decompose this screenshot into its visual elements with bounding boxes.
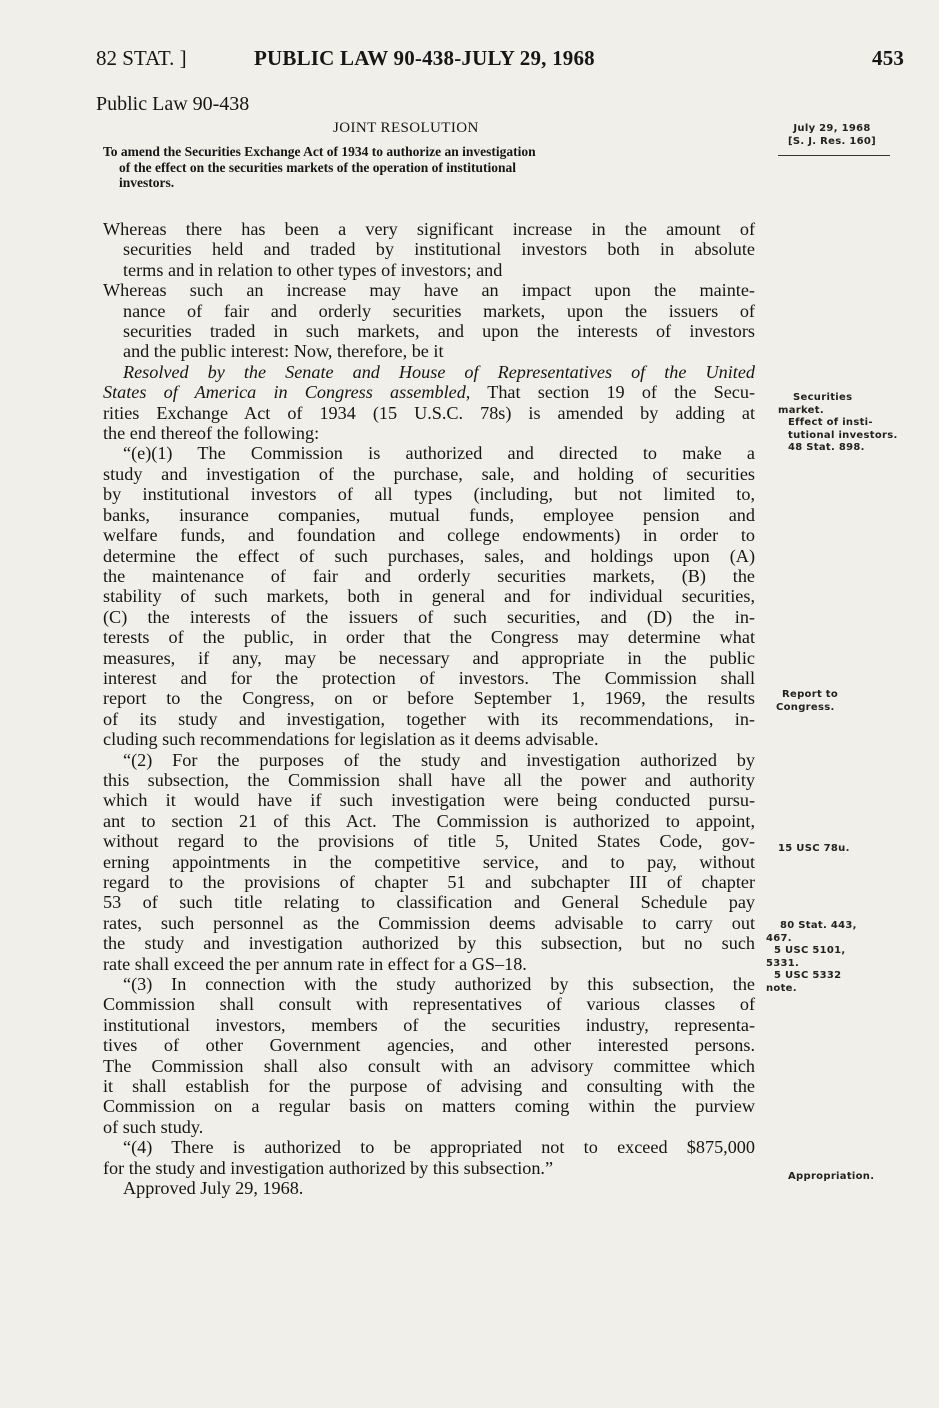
whereas-line: terms and in relation to other types of investors; and <box>123 259 503 280</box>
paragraph-line: rates, such personnel as the Commission deems advisable to carry out <box>103 912 755 933</box>
resolution-body <box>103 219 755 1199</box>
paragraph-line: Commission on a regular basis on matters coming within the purview <box>103 1096 755 1117</box>
margin-note-line: 80 Stat. 443, <box>780 920 857 931</box>
margin-note-line: note. <box>766 982 797 994</box>
paragraph-line: the study and investigation authorized by this subsection, but no such <box>103 933 755 954</box>
paragraph-line: erning appointments in the competitive service, and to pay, without <box>103 851 755 872</box>
paragraph-line: rate shall exceed the per annum rate in effect for a GS–18. <box>103 953 527 974</box>
paragraph-line: The Commission shall also consult with an advisory committee which <box>103 1055 755 1076</box>
paragraph-line: “(3) In connection with the study authorized by this subsection, the <box>123 974 755 995</box>
paragraph-line: stability of such markets, both in general and for individual securities, <box>103 586 755 607</box>
paragraph-line: for the study and investigation authorized by this subsection.” <box>103 1157 554 1178</box>
purpose-line: To amend the Securities Exchange Act of 1934 to authorize an investigation <box>103 144 536 159</box>
margin-note-80stat443 <box>766 920 857 995</box>
paragraph-line: terests of the public, in order that the Congress may determine what <box>103 627 755 648</box>
resolved-line: the end thereof the following: <box>103 423 320 444</box>
paragraph-line: which it would have if such investigation were being conducted pursu- <box>103 790 755 811</box>
whereas-line: Whereas such an increase may have an impact upon the mainte- <box>103 280 755 301</box>
stat-label: 82 STAT. ] <box>96 46 187 70</box>
paragraph-line: “(e)(1) The Commission is authorized and directed to make a <box>123 443 755 464</box>
resolution-purpose <box>103 144 755 191</box>
date-box-rule <box>778 155 890 156</box>
margin-note-line: 5 USC 5101, <box>774 945 846 956</box>
purpose-line: investors. <box>119 175 175 190</box>
running-header <box>96 46 187 70</box>
paragraph-line: “(2) For the purposes of the study and investigation authorized by <box>123 749 755 770</box>
resolved-text: That section 19 of the Secu- <box>470 382 756 403</box>
paragraph-line: interest and for the protection of investors. The Commission shall <box>103 667 755 688</box>
whereas-line: and the public interest: Now, therefore, be it <box>123 341 444 362</box>
paragraph-line: (C) the interests of the issuers of such securities, and (D) the in- <box>103 606 755 627</box>
margin-note-line: 48 Stat. 898. <box>788 442 865 453</box>
paragraph-line: by institutional investors of all types (including, but not limited to, <box>103 484 755 505</box>
margin-note-line: Report to <box>782 689 839 700</box>
margin-note-line: 5 USC 5332 <box>774 970 842 981</box>
paragraph-line: the maintenance of fair and orderly securities markets, (B) the <box>103 565 755 586</box>
margin-note-line: market. <box>778 404 824 416</box>
paragraph-line: ant to section 21 of this Act. The Commission is authorized to appoint, <box>103 810 755 831</box>
paragraph-line: Commission shall consult with representatives of various classes of <box>103 994 755 1015</box>
paragraph-line: it shall establish for the purpose of advising and consulting with the <box>103 1076 755 1097</box>
margin-note-line: Congress. <box>776 701 835 713</box>
paragraph-line: determine the effect of such purchases, sales, and holdings upon (A) <box>103 545 755 566</box>
resolved-line: Resolved by the Senate and House of Representatives of the United <box>123 361 755 382</box>
paragraph-line: study and investigation of the purchase, sale, and holding of securities <box>103 463 755 484</box>
margin-note-line: tutional investors. <box>788 429 898 441</box>
whereas-line: securities traded in such markets, and upon the interests of investors <box>123 321 755 342</box>
paragraph-line: welfare funds, and foundation and college endowments) in order to <box>103 525 755 546</box>
page-header-title: PUBLIC LAW 90-438-JULY 29, 1968 <box>254 46 595 70</box>
paragraph-line: tives of other Government agencies, and other interested persons. <box>103 1035 755 1056</box>
paragraph-line: measures, if any, may be necessary and appropriate in the public <box>103 647 755 668</box>
whereas-line: nance of fair and orderly securities markets, upon the issuers of <box>123 300 755 321</box>
resolved-line <box>103 382 755 402</box>
page-number: 453 <box>872 46 905 70</box>
date-box-date: July 29, 1968 <box>793 123 871 134</box>
paragraph-line: this subsection, the Commission shall have all the power and authority <box>103 769 755 790</box>
margin-note-appropriation: Appropriation. <box>788 1171 875 1182</box>
paragraph-line: banks, insurance companies, mutual funds, employee pension and <box>103 504 755 525</box>
paragraph-line: without regard to the provisions of title 5, United States Code, gov- <box>103 831 755 852</box>
margin-note-securities <box>778 392 898 455</box>
paragraph-line: “(4) There is authorized to be appropriated not to exceed $875,000 <box>123 1137 755 1158</box>
margin-note-line: Effect of insti- <box>788 417 873 428</box>
margin-note-line: 5331. <box>766 957 800 969</box>
paragraph-line: regard to the provisions of chapter 51 and subchapter III of chapter <box>103 872 755 892</box>
margin-note-15usc78u: 15 USC 78u. <box>778 843 850 854</box>
whereas-line: securities held and traded by institutional investors both in absolute <box>123 239 755 260</box>
paragraph-line: 53 of such title relating to classification and General Schedule pay <box>103 892 755 913</box>
margin-note-line: Securities <box>793 392 853 403</box>
date-box-bill: [S. J. Res. 160] <box>788 135 877 147</box>
paragraph-line: of such study. <box>103 1116 204 1137</box>
paragraph-line: report to the Congress, on or before September 1, 1969, the results <box>103 688 755 709</box>
public-law-number: Public Law 90-438 <box>96 93 250 115</box>
resolved-line: rities Exchange Act of 1934 (15 U.S.C. 78s) is amended by adding at <box>103 402 755 423</box>
paragraph-line: of its study and investigation, together with its recommendations, in- <box>103 708 755 729</box>
paragraph-line: institutional investors, members of the securities industry, representa- <box>103 1014 755 1035</box>
paragraph-line: cluding such recommendations for legislation as it deems advisable. <box>103 729 599 750</box>
margin-note-report <box>776 689 838 714</box>
purpose-line: of the effect on the securities markets of the operation of institutional <box>119 159 517 175</box>
whereas-line: Whereas there has been a very significant increase in the amount of <box>103 219 755 239</box>
approved-date: Approved July 29, 1968. <box>123 1178 304 1199</box>
resolved-italic: States of America in Congress assembled, <box>103 382 471 403</box>
margin-note-line: 467. <box>766 932 792 944</box>
date-box <box>788 123 876 148</box>
joint-resolution-heading: JOINT RESOLUTION <box>333 120 479 136</box>
